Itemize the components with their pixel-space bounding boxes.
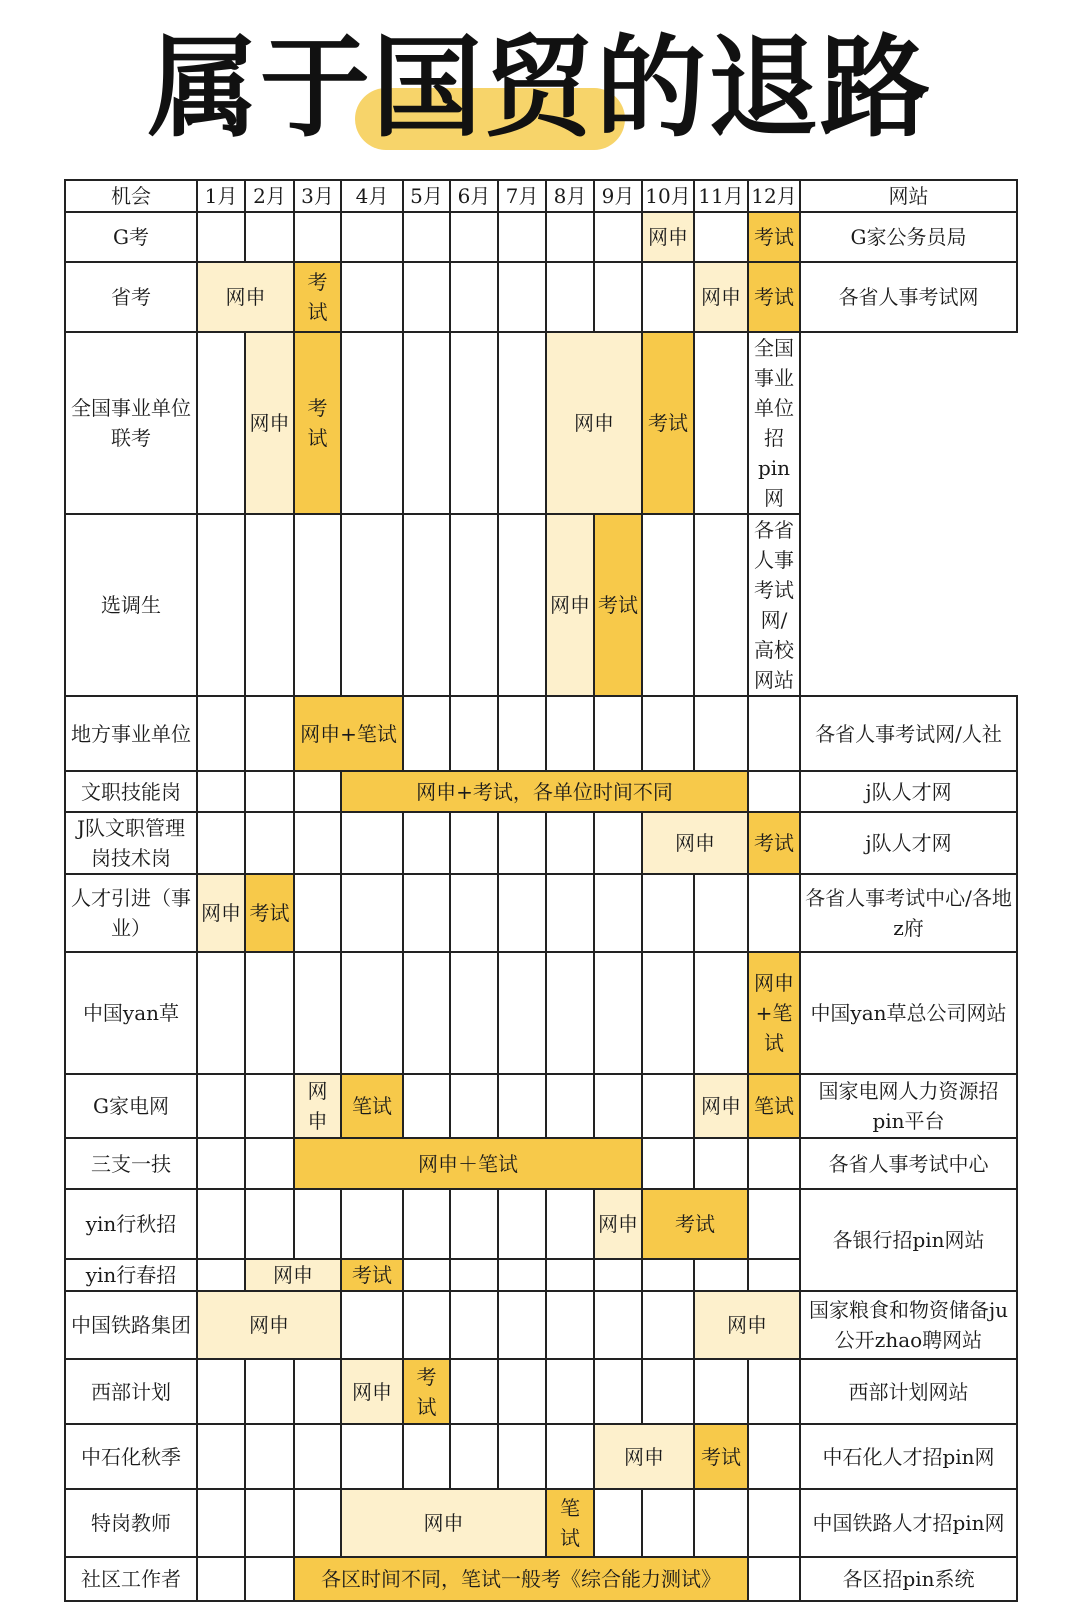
empty-cell (403, 332, 450, 514)
row-name: 西部计划 (65, 1359, 197, 1424)
empty-cell (748, 696, 800, 771)
empty-cell (294, 212, 341, 262)
row-name: G考 (65, 212, 197, 262)
empty-cell (403, 1291, 450, 1359)
empty-cell (694, 332, 748, 514)
empty-cell (594, 874, 642, 952)
period-cell-text: 考试 (307, 270, 328, 324)
table-row (65, 812, 1017, 874)
empty-cell (245, 812, 294, 874)
table-row (65, 1359, 1017, 1424)
empty-cell (450, 212, 498, 262)
empty-cell (245, 1359, 294, 1424)
empty-cell (197, 1259, 245, 1291)
period-cell: 网申 (197, 1291, 341, 1359)
schedule-table (64, 179, 1018, 1602)
period-cell: 考试 (594, 514, 642, 696)
empty-cell (546, 1189, 594, 1259)
empty-cell (594, 812, 642, 874)
empty-cell (546, 212, 594, 262)
empty-cell (245, 1424, 294, 1489)
empty-cell (341, 874, 403, 952)
header-row (65, 180, 1017, 212)
empty-cell (498, 1359, 546, 1424)
empty-cell (498, 262, 546, 332)
empty-cell (546, 1074, 594, 1138)
empty-cell (245, 1189, 294, 1259)
empty-cell (450, 696, 498, 771)
empty-cell (546, 1291, 594, 1359)
empty-cell (546, 812, 594, 874)
empty-cell (197, 1424, 245, 1489)
header-month: 2月 (245, 180, 294, 212)
empty-cell (498, 1074, 546, 1138)
row-name: 省考 (65, 262, 197, 332)
empty-cell (748, 771, 800, 812)
empty-cell (403, 874, 450, 952)
period-cell: 网申 (694, 1074, 748, 1138)
empty-cell (197, 1557, 245, 1601)
empty-cell (498, 1291, 546, 1359)
empty-cell (594, 696, 642, 771)
header-opportunity: 机会 (65, 180, 197, 212)
row-name: 社区工作者 (65, 1557, 197, 1601)
period-cell: 考试 (748, 262, 800, 332)
empty-cell (594, 1359, 642, 1424)
empty-cell (245, 514, 294, 696)
row-name: yin行春招 (65, 1259, 197, 1291)
empty-cell (341, 1189, 403, 1259)
empty-cell (694, 1489, 748, 1557)
table-row (65, 952, 1017, 1074)
empty-cell (594, 1291, 642, 1359)
empty-cell (748, 1138, 800, 1189)
empty-cell (403, 262, 450, 332)
row-name: 特岗教师 (65, 1489, 197, 1557)
empty-cell (546, 874, 594, 952)
row-website: 西部计划网站 (800, 1359, 1017, 1424)
period-cell: 网申 (642, 212, 694, 262)
empty-cell (403, 1189, 450, 1259)
period-cell: 网申 (642, 812, 748, 874)
title-area (0, 0, 1080, 170)
empty-cell (642, 262, 694, 332)
empty-cell (642, 952, 694, 1074)
header-month: 9月 (594, 180, 642, 212)
empty-cell (748, 1189, 800, 1259)
empty-cell (341, 1424, 403, 1489)
row-name: yin行秋招 (65, 1189, 197, 1259)
row-website: 全国事业单位招pin网 (748, 332, 800, 514)
empty-cell (245, 1074, 294, 1138)
row-website: 各省人事考试中心 (800, 1138, 1017, 1189)
table-row (65, 1424, 1017, 1489)
row-website: 各银行招pin网站 (800, 1189, 1017, 1291)
header-website: 网站 (800, 180, 1017, 212)
empty-cell (197, 771, 245, 812)
empty-cell (642, 1489, 694, 1557)
period-cell: 考试 (748, 812, 800, 874)
period-cell: 考试 (748, 212, 800, 262)
empty-cell (642, 696, 694, 771)
period-cell: 考试 (642, 1189, 748, 1259)
empty-cell (197, 1074, 245, 1138)
empty-cell (498, 696, 546, 771)
empty-cell (748, 1259, 800, 1291)
empty-cell (642, 1074, 694, 1138)
table-row (65, 874, 1017, 952)
empty-cell (594, 952, 642, 1074)
empty-cell (546, 1259, 594, 1291)
row-website: 中国铁路人才招pin网 (800, 1489, 1017, 1557)
empty-cell (341, 952, 403, 1074)
page-title: 属于国贸的退路 (148, 24, 932, 152)
header-month: 10月 (642, 180, 694, 212)
empty-cell (748, 1359, 800, 1424)
empty-cell (197, 696, 245, 771)
empty-cell (546, 1424, 594, 1489)
period-cell: 网申 (594, 1189, 642, 1259)
empty-cell (294, 874, 341, 952)
table-row (65, 332, 1017, 514)
empty-cell (748, 1557, 800, 1601)
empty-cell (450, 1189, 498, 1259)
row-name: 文职技能岗 (65, 771, 197, 812)
empty-cell (403, 812, 450, 874)
empty-cell (294, 514, 341, 696)
empty-cell (403, 952, 450, 1074)
period-cell: 考试 (694, 1424, 748, 1489)
period-cell (403, 1359, 450, 1424)
row-website: 各区招pin系统 (800, 1557, 1017, 1601)
empty-cell (403, 1259, 450, 1291)
header-month: 5月 (403, 180, 450, 212)
header-month: 6月 (450, 180, 498, 212)
empty-cell (694, 874, 748, 952)
empty-cell (245, 771, 294, 812)
period-cell: 网申 (341, 1359, 403, 1424)
empty-cell (546, 262, 594, 332)
table-row (65, 1138, 1017, 1189)
header-month: 3月 (294, 180, 341, 212)
period-cell: 网申＋笔试 (294, 1138, 642, 1189)
empty-cell (245, 1138, 294, 1189)
header-month: 4月 (341, 180, 403, 212)
empty-cell (546, 1359, 594, 1424)
row-name: J队文职管理岗技术岗 (65, 812, 197, 874)
empty-cell (450, 874, 498, 952)
empty-cell (197, 812, 245, 874)
period-cell: 网申 (245, 332, 294, 514)
row-website: j队人才网 (800, 812, 1017, 874)
empty-cell (498, 1424, 546, 1489)
period-cell-text: 考试 (307, 396, 328, 450)
table-row (65, 212, 1017, 262)
row-website: 中国yan草总公司网站 (800, 952, 1017, 1074)
row-website: 国家粮食和物资储备ju公开zhao聘网站 (800, 1291, 1017, 1359)
row-name: 中石化秋季 (65, 1424, 197, 1489)
period-cell: 各区时间不同，笔试一般考《综合能力测试》 (294, 1557, 748, 1601)
row-name: 选调生 (65, 514, 197, 696)
empty-cell (642, 1138, 694, 1189)
empty-cell (403, 514, 450, 696)
table-row (65, 514, 1017, 696)
empty-cell (197, 332, 245, 514)
empty-cell (450, 332, 498, 514)
empty-cell (450, 952, 498, 1074)
table-row (65, 262, 1017, 332)
empty-cell (197, 1138, 245, 1189)
period-cell-text: 网申 (307, 1079, 328, 1133)
empty-cell (294, 952, 341, 1074)
empty-cell (694, 952, 748, 1074)
empty-cell (498, 952, 546, 1074)
empty-cell (498, 332, 546, 514)
empty-cell (498, 812, 546, 874)
empty-cell (498, 514, 546, 696)
empty-cell (594, 262, 642, 332)
period-cell (546, 1489, 594, 1557)
empty-cell (197, 514, 245, 696)
empty-cell (450, 1359, 498, 1424)
period-cell: 网申 (245, 1259, 341, 1291)
row-website: 中石化人才招pin网 (800, 1424, 1017, 1489)
row-name: 地方事业单位 (65, 696, 197, 771)
header-month: 12月 (748, 180, 800, 212)
row-name: 全国事业单位联考 (65, 332, 197, 514)
empty-cell (642, 874, 694, 952)
empty-cell (197, 1189, 245, 1259)
period-cell: 网申+考试，各单位时间不同 (341, 771, 748, 812)
period-cell: 网申 (341, 1489, 546, 1557)
empty-cell (197, 212, 245, 262)
empty-cell (450, 514, 498, 696)
table-row (65, 1189, 1017, 1259)
header-month: 1月 (197, 180, 245, 212)
empty-cell (450, 262, 498, 332)
row-website: 各省人事考试网/高校网站 (748, 514, 800, 696)
empty-cell (546, 696, 594, 771)
empty-cell (748, 1489, 800, 1557)
empty-cell (294, 1424, 341, 1489)
period-cell: 网申 (694, 262, 748, 332)
empty-cell (245, 696, 294, 771)
empty-cell (694, 696, 748, 771)
row-website: j队人才网 (800, 771, 1017, 812)
row-website: 各省人事考试网 (800, 262, 1017, 332)
empty-cell (403, 1424, 450, 1489)
empty-cell (450, 1074, 498, 1138)
empty-cell (498, 874, 546, 952)
table-row (65, 1074, 1017, 1138)
empty-cell (694, 514, 748, 696)
empty-cell (546, 952, 594, 1074)
empty-cell (498, 1189, 546, 1259)
empty-cell (748, 1424, 800, 1489)
empty-cell (294, 1359, 341, 1424)
empty-cell (498, 212, 546, 262)
row-website: 国家电网人力资源招pin平台 (800, 1074, 1017, 1138)
empty-cell (294, 812, 341, 874)
empty-cell (294, 1489, 341, 1557)
period-cell: 网申 (197, 874, 245, 952)
empty-cell (197, 1489, 245, 1557)
row-website: G家公务员局 (800, 212, 1017, 262)
period-cell: 考试 (642, 332, 694, 514)
period-cell-text: 网申+笔试 (754, 971, 794, 1055)
empty-cell (694, 1359, 748, 1424)
empty-cell (694, 212, 748, 262)
empty-cell (450, 812, 498, 874)
period-cell: 笔试 (748, 1074, 800, 1138)
table-row (65, 771, 1017, 812)
empty-cell (294, 1189, 341, 1259)
row-website: 各省人事考试中心/各地z府 (800, 874, 1017, 952)
period-cell: 网申 (694, 1291, 800, 1359)
empty-cell (748, 874, 800, 952)
empty-cell (341, 262, 403, 332)
row-name: 人才引进（事业） (65, 874, 197, 952)
empty-cell (341, 212, 403, 262)
period-cell-text: 笔试 (560, 1496, 580, 1550)
empty-cell (642, 1259, 694, 1291)
empty-cell (450, 1259, 498, 1291)
row-website: 各省人事考试网/人社 (800, 696, 1017, 771)
header-month: 8月 (546, 180, 594, 212)
row-name: 中国铁路集团 (65, 1291, 197, 1359)
period-cell (294, 332, 341, 514)
empty-cell (450, 1291, 498, 1359)
empty-cell (642, 514, 694, 696)
empty-cell (694, 1138, 748, 1189)
table-row (65, 1291, 1017, 1359)
empty-cell (245, 952, 294, 1074)
period-cell (748, 952, 800, 1074)
row-name: 中国yan草 (65, 952, 197, 1074)
empty-cell (403, 212, 450, 262)
period-cell: 网申 (594, 1424, 694, 1489)
empty-cell (341, 1291, 403, 1359)
empty-cell (498, 1259, 546, 1291)
period-cell (294, 262, 341, 332)
empty-cell (642, 1291, 694, 1359)
empty-cell (341, 514, 403, 696)
empty-cell (642, 1359, 694, 1424)
period-cell-text: 考试 (416, 1364, 437, 1419)
empty-cell (245, 212, 294, 262)
empty-cell (594, 1074, 642, 1138)
table-row (65, 1489, 1017, 1557)
empty-cell (341, 812, 403, 874)
empty-cell (594, 1259, 642, 1291)
empty-cell (341, 332, 403, 514)
empty-cell (450, 1424, 498, 1489)
empty-cell (594, 1489, 642, 1557)
empty-cell (694, 1259, 748, 1291)
period-cell: 网申 (546, 332, 642, 514)
header-month: 7月 (498, 180, 546, 212)
empty-cell (403, 696, 450, 771)
empty-cell (294, 771, 341, 812)
empty-cell (245, 1489, 294, 1557)
period-cell: 网申 (546, 514, 594, 696)
period-cell: 笔试 (341, 1074, 403, 1138)
empty-cell (197, 952, 245, 1074)
empty-cell (245, 1557, 294, 1601)
table-row (65, 1557, 1017, 1601)
empty-cell (197, 1359, 245, 1424)
period-cell: 考试 (245, 874, 294, 952)
row-name: 三支一扶 (65, 1138, 197, 1189)
empty-cell (594, 212, 642, 262)
table-row (65, 696, 1017, 771)
row-name: G家电网 (65, 1074, 197, 1138)
period-cell (294, 1074, 341, 1138)
period-cell: 考试 (341, 1259, 403, 1291)
header-month: 11月 (694, 180, 748, 212)
period-cell: 网申+笔试 (294, 696, 403, 771)
period-cell: 网申 (197, 262, 294, 332)
empty-cell (403, 1074, 450, 1138)
